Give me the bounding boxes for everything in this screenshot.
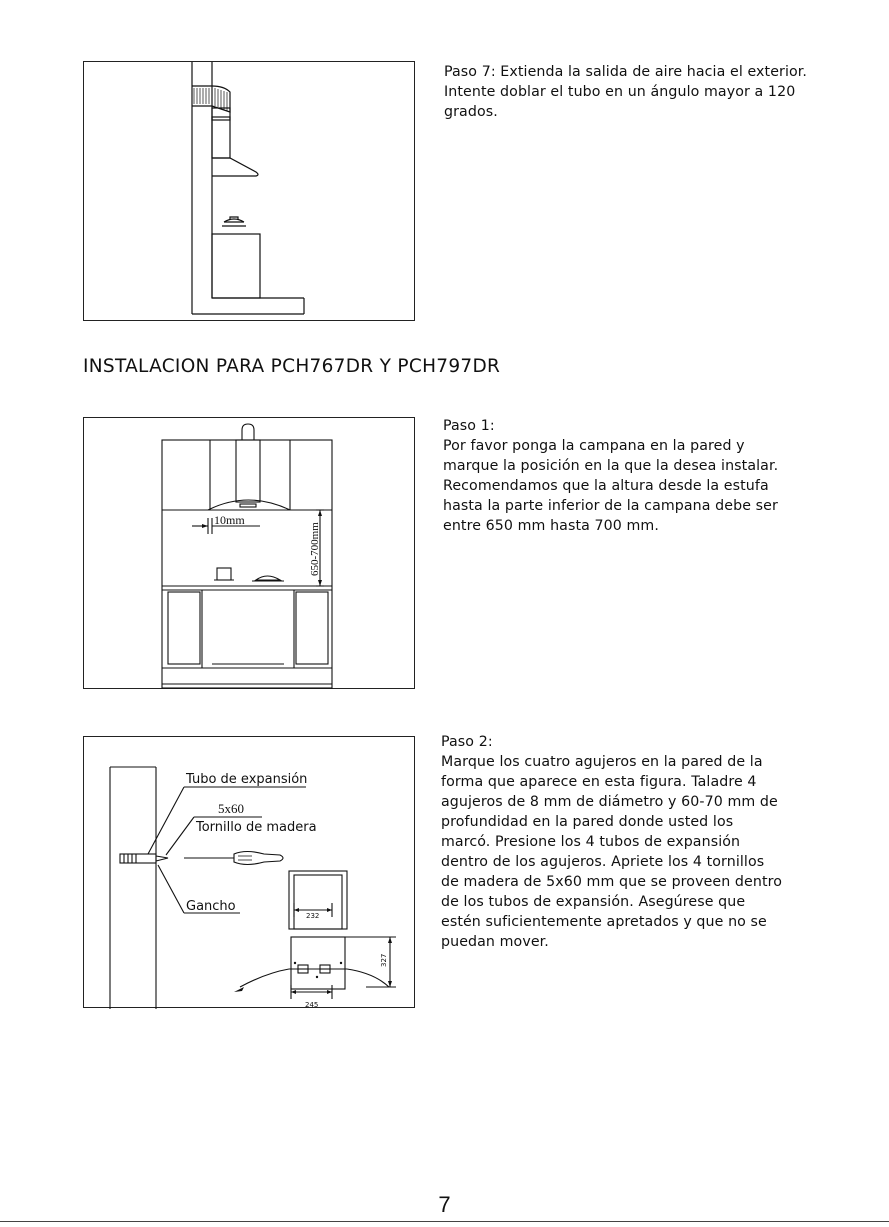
height-label: 650-700mm [309,522,321,576]
step2-line: dentro de los agujeros. Apriete los 4 tornillos [441,854,765,870]
hook-label: Gancho [186,899,236,914]
step7-line: Intente doblar el tubo en un ángulo mayor a 120 [444,84,796,100]
step1-heading: Paso 1: [443,418,495,434]
step1-line: Por favor ponga la campana en la pared y [443,438,745,454]
step1-text [443,416,883,536]
step2-line: agujeros de 8 mm de diámetro y 60-70 mm de [441,794,778,810]
wood-screw-label: Tornillo de madera [196,820,317,835]
dimension-232-label: 232 [306,912,320,920]
step2-heading: Paso 2: [441,734,493,750]
step2-line: Marque los cuatro agujeros en la pared de la [441,754,763,770]
step2-line: puedan mover. [441,934,549,950]
step1-line: entre 650 mm hasta 700 mm. [443,518,659,534]
step2-line: profundidad en la pared donde usted los [441,814,734,830]
step2-line: estén suficientemente apretados y que no se [441,914,767,930]
figure-step7-duct [83,61,415,321]
dimension-245-label: 245 [305,1001,319,1009]
step1-line: marque la posición en la que la desea instalar. [443,458,779,474]
step1-line: Recomendamos que la altura desde la estufa [443,478,769,494]
step2-line: forma que aparece en esta figura. Taladre 4 [441,774,757,790]
figure-step1-kitchen [83,417,415,689]
wall-mounting-diagram [84,737,416,1009]
step2-line: de los tubos de expansión. Asegúrese que [441,894,746,910]
duct-extension-diagram [84,62,416,322]
clearance-label: 10mm [214,513,245,527]
step2-text [441,732,887,952]
dimension-327-label: 327 [380,953,388,967]
page-number: 7 [438,1192,451,1217]
step7-text [444,62,874,122]
section-title: INSTALACION PARA PCH767DR Y PCH797DR [83,356,501,377]
step2-line: de madera de 5x60 mm que se proveen dentro [441,874,783,890]
screw-size-label: 5x60 [218,801,244,816]
footer-rule [0,1221,889,1222]
step1-line: hasta la parte inferior de la campana debe ser [443,498,778,514]
step7-line: Paso 7: Extienda la salida de aire hacia el exterior. [444,64,808,80]
expansion-tube-label: Tubo de expansión [186,772,308,787]
step7-line: grados. [444,104,498,120]
step2-line: marcó. Presione los 4 tubos de expansión [441,834,741,850]
figure-step2-mounting [83,736,415,1008]
kitchen-elevation-diagram [84,418,416,690]
